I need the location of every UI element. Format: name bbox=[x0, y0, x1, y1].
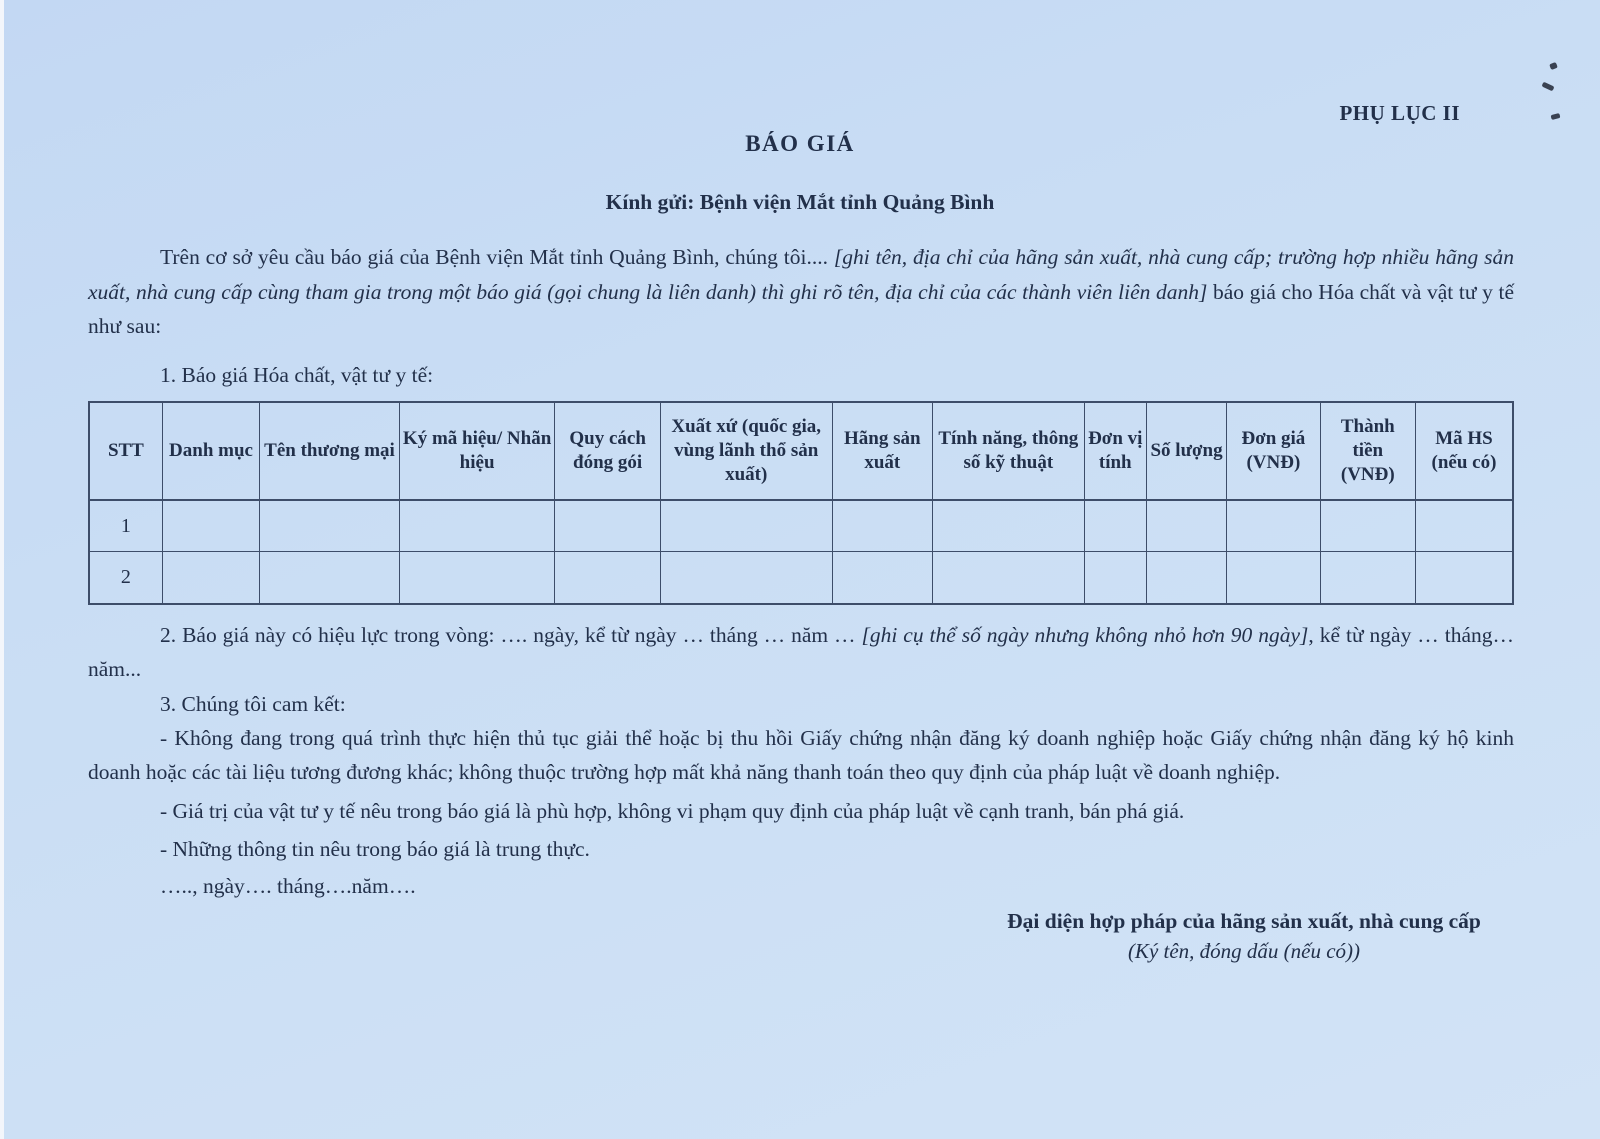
intro-paragraph bbox=[88, 240, 1514, 344]
empty-cell bbox=[1320, 552, 1415, 604]
empty-cell bbox=[832, 500, 932, 552]
col-header-quy-cach: Quy cách đóng gói bbox=[555, 402, 660, 500]
empty-cell bbox=[260, 552, 400, 604]
empty-cell bbox=[1415, 552, 1513, 604]
row-number-cell: 1 bbox=[89, 500, 162, 552]
empty-cell bbox=[1084, 500, 1146, 552]
empty-cell bbox=[555, 552, 660, 604]
quotation-table bbox=[88, 401, 1514, 605]
col-header-stt: STT bbox=[89, 402, 162, 500]
document-title: BÁO GIÁ bbox=[745, 131, 855, 156]
empty-cell bbox=[933, 500, 1085, 552]
col-header-hang-san-xuat: Hãng sản xuất bbox=[832, 402, 932, 500]
empty-cell bbox=[555, 500, 660, 552]
empty-cell bbox=[1084, 552, 1146, 604]
empty-cell bbox=[660, 552, 832, 604]
section-2-text-italic-note: [ghi cụ thể số ngày nhưng không nhỏ hơn 90 ngày] bbox=[861, 622, 1309, 647]
row-number-cell: 2 bbox=[89, 552, 162, 604]
signature-note: (Ký tên, đóng dấu (nếu có)) bbox=[1127, 938, 1361, 963]
section-2-text-normal: 2. Báo giá này có hiệu lực trong vòng: …. ngày, kể từ ngày … tháng … năm … bbox=[160, 622, 862, 647]
col-header-thanh-tien: Thành tiền (VNĐ) bbox=[1320, 402, 1415, 500]
col-header-so-luong: Số lượng bbox=[1146, 402, 1226, 500]
empty-cell bbox=[933, 552, 1085, 604]
table-row bbox=[89, 500, 1513, 552]
table-header-row bbox=[89, 402, 1513, 500]
signature-title: Đại diện hợp pháp của hãng sản xuất, nhà cung cấp bbox=[1007, 908, 1481, 933]
section-2-paragraph bbox=[88, 618, 1514, 687]
section-2-text-normal: , kể từ ngày … tháng… năm... bbox=[88, 622, 1514, 681]
empty-cell bbox=[1227, 500, 1320, 552]
commitment-bullet-3: - Những thông tin nêu trong báo giá là trung thực. bbox=[160, 837, 590, 861]
commitment-bullet-2: - Giá trị của vật tư y tế nêu trong báo giá là phù hợp, không vi phạm quy định của pháp luật về cạnh tranh, bán phá giá. bbox=[160, 798, 1185, 823]
empty-cell bbox=[660, 500, 832, 552]
date-placeholder-line: ….., ngày…. tháng….năm…. bbox=[160, 873, 416, 898]
empty-cell bbox=[260, 500, 400, 552]
col-header-xuat-xu: Xuất xứ (quốc gia, vùng lãnh thổ sản xuất) bbox=[660, 402, 832, 500]
empty-cell bbox=[399, 500, 555, 552]
col-header-ten-thuong-mai: Tên thương mại bbox=[260, 402, 400, 500]
empty-cell bbox=[162, 552, 259, 604]
col-header-don-vi-tinh: Đơn vị tính bbox=[1084, 402, 1146, 500]
empty-cell bbox=[399, 552, 555, 604]
empty-cell bbox=[1415, 500, 1513, 552]
empty-cell bbox=[1146, 552, 1226, 604]
empty-cell bbox=[1146, 500, 1226, 552]
intro-text-italic-note: [ghi tên, địa chỉ của hãng sản xuất, nhà cung cấp; trường hợp nhiều hãng sản xuất, nhà cung cấp cùng tham gia trong một báo giá (gọi chung là liên danh) thì ghi rõ tên, địa chỉ của các thành viên liên danh] bbox=[88, 245, 1514, 304]
col-header-danh-muc: Danh mục bbox=[162, 402, 259, 500]
section-3-heading: 3. Chúng tôi cam kết: bbox=[160, 691, 346, 716]
addressee-line: Kính gửi: Bệnh viện Mắt tỉnh Quảng Bình bbox=[605, 190, 995, 214]
table-row bbox=[89, 552, 1513, 604]
col-header-ma-hs: Mã HS (nếu có) bbox=[1415, 402, 1513, 500]
empty-cell bbox=[162, 500, 259, 552]
empty-cell bbox=[1227, 552, 1320, 604]
appendix-label: PHỤ LỤC II bbox=[1339, 101, 1460, 125]
empty-cell bbox=[832, 552, 932, 604]
intro-text-normal: Trên cơ sở yêu cầu báo giá của Bệnh viện Mắt tỉnh Quảng Bình, chúng tôi.... bbox=[160, 245, 834, 269]
col-header-don-gia: Đơn giá (VNĐ) bbox=[1227, 402, 1320, 500]
col-header-tinh-nang: Tính năng, thông số kỹ thuật bbox=[933, 402, 1085, 500]
signature-block bbox=[924, 909, 1564, 964]
section-1-heading: 1. Báo giá Hóa chất, vật tư y tế: bbox=[160, 362, 434, 387]
intro-text-normal: báo giá cho Hóa chất và vật tư y tế như sau: bbox=[88, 279, 1514, 338]
col-header-ky-ma-hieu: Ký mã hiệu/ Nhãn hiệu bbox=[399, 402, 555, 500]
commitment-bullet-1: - Không đang trong quá trình thực hiện thủ tục giải thể hoặc bị thu hồi Giấy chứng nhận đăng ký doanh nghiệp hoặc Giấy chứng nhận đăng ký hộ kinh doanh hoặc các tài liệu tương đương khác; không thuộc trường hợp mất khả năng thanh toán theo quy định của pháp luật về doanh nghiệp. bbox=[88, 725, 1514, 784]
empty-cell bbox=[1320, 500, 1415, 552]
